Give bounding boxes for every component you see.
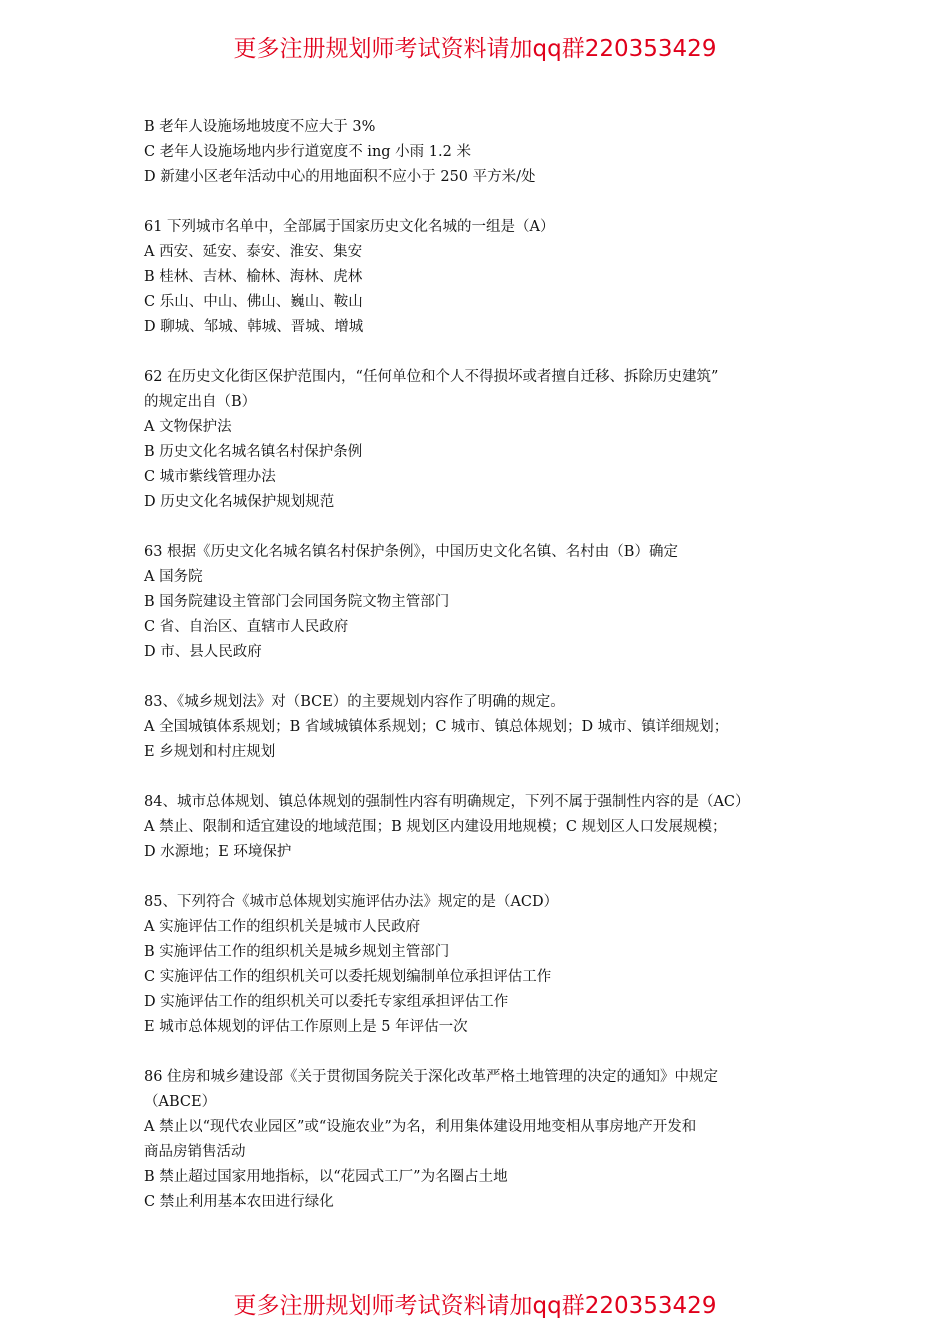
text-line: D 市、县人民政府	[144, 644, 262, 660]
text-line: 63 根据《历史文化名城名镇名村保护条例》，中国历史文化名镇、名村由（B）确定	[144, 544, 678, 560]
text-line: A 禁止、限制和适宜建设的地域范围；B 规划区内建设用地规模；C 规划区人口发展规模；	[144, 819, 727, 835]
text-line: D 聊城、邹城、韩城、晋城、增城	[144, 319, 364, 335]
text-line: C 城市紫线管理办法	[144, 469, 276, 485]
text-line: C 老年人设施场地内步行道宽度不 ing 小雨 1.2 米	[144, 144, 471, 160]
text-line: C 省、自治区、直辖市人民政府	[144, 619, 349, 635]
text-line: 61 下列城市名单中，全部属于国家历史文化名城的一组是（A）	[144, 219, 555, 235]
text-line: C 乐山、中山、佛山、巍山、鞍山	[144, 294, 363, 310]
text-line: 84、城市总体规划、镇总体规划的强制性内容有明确规定，下列不属于强制性内容的是（AC）	[144, 794, 750, 810]
text-line: B 历史文化名城名镇名村保护条例	[144, 444, 363, 460]
question-block	[144, 365, 814, 515]
text-line: 85、下列符合《城市总体规划实施评估办法》规定的是（ACD）	[144, 894, 559, 910]
text-line: D 实施评估工作的组织机关可以委托专家组承担评估工作	[144, 994, 509, 1010]
text-line: A 实施评估工作的组织机关是城市人民政府	[144, 919, 421, 935]
text-line: D 新建小区老年活动中心的用地面积不应小于 250 平方米/处	[144, 169, 536, 185]
text-line: A 全国城镇体系规划；B 省域城镇体系规划；C 城市、镇总体规划；D 城市、镇详细规划；	[144, 719, 729, 735]
text-line: 商品房销售活动	[144, 1144, 246, 1160]
question-block	[144, 890, 814, 1040]
document-body	[144, 115, 814, 1240]
text-line: C 实施评估工作的组织机关可以委托规划编制单位承担评估工作	[144, 969, 552, 985]
question-block	[144, 215, 814, 340]
text-line: 83、《城乡规划法》对（BCE）的主要规划内容作了明确的规定。	[144, 694, 565, 710]
text-line: 的规定出自（B）	[144, 394, 257, 410]
question-block	[144, 540, 814, 665]
text-line: A 国务院	[144, 569, 203, 585]
text-line: D 水源地；E 环境保护	[144, 844, 292, 860]
question-block	[144, 115, 814, 190]
text-line: B 国务院建设主管部门会同国务院文物主管部门	[144, 594, 450, 610]
text-line: B 禁止超过国家用地指标，以“花园式工厂”为名圈占土地	[144, 1169, 508, 1185]
text-line: B 老年人设施场地坡度不应大于 3%	[144, 119, 376, 135]
text-line: D 历史文化名城保护规划规范	[144, 494, 335, 510]
text-line: E 城市总体规划的评估工作原则上是 5 年评估一次	[144, 1019, 468, 1035]
text-line: B 桂林、吉林、榆林、海林、虎林	[144, 269, 363, 285]
text-line: A 禁止以“现代农业园区”或“设施农业”为名，利用集体建设用地变相从事房地产开发和	[144, 1119, 697, 1135]
text-line: （ABCE）	[144, 1094, 217, 1110]
text-line: 62 在历史文化街区保护范围内，“任何单位和个人不得损坏或者擅自迁移、拆除历史建筑”	[144, 369, 719, 385]
question-block	[144, 1065, 814, 1215]
header-banner: 更多注册规划师考试资料请加qq群220353429	[233, 36, 717, 62]
text-line: 86 住房和城乡建设部《关于贯彻国务院关于深化改革严格土地管理的决定的通知》中规定	[144, 1069, 719, 1085]
text-line: A 文物保护法	[144, 419, 232, 435]
text-line: C 禁止利用基本农田进行绿化	[144, 1194, 334, 1210]
question-block	[144, 690, 814, 765]
text-line: E 乡规划和村庄规划	[144, 744, 276, 760]
text-line: B 实施评估工作的组织机关是城乡规划主管部门	[144, 944, 450, 960]
text-line: A 西安、延安、泰安、淮安、集安	[144, 244, 363, 260]
footer-banner: 更多注册规划师考试资料请加qq群220353429	[233, 1293, 717, 1319]
question-block	[144, 790, 814, 865]
